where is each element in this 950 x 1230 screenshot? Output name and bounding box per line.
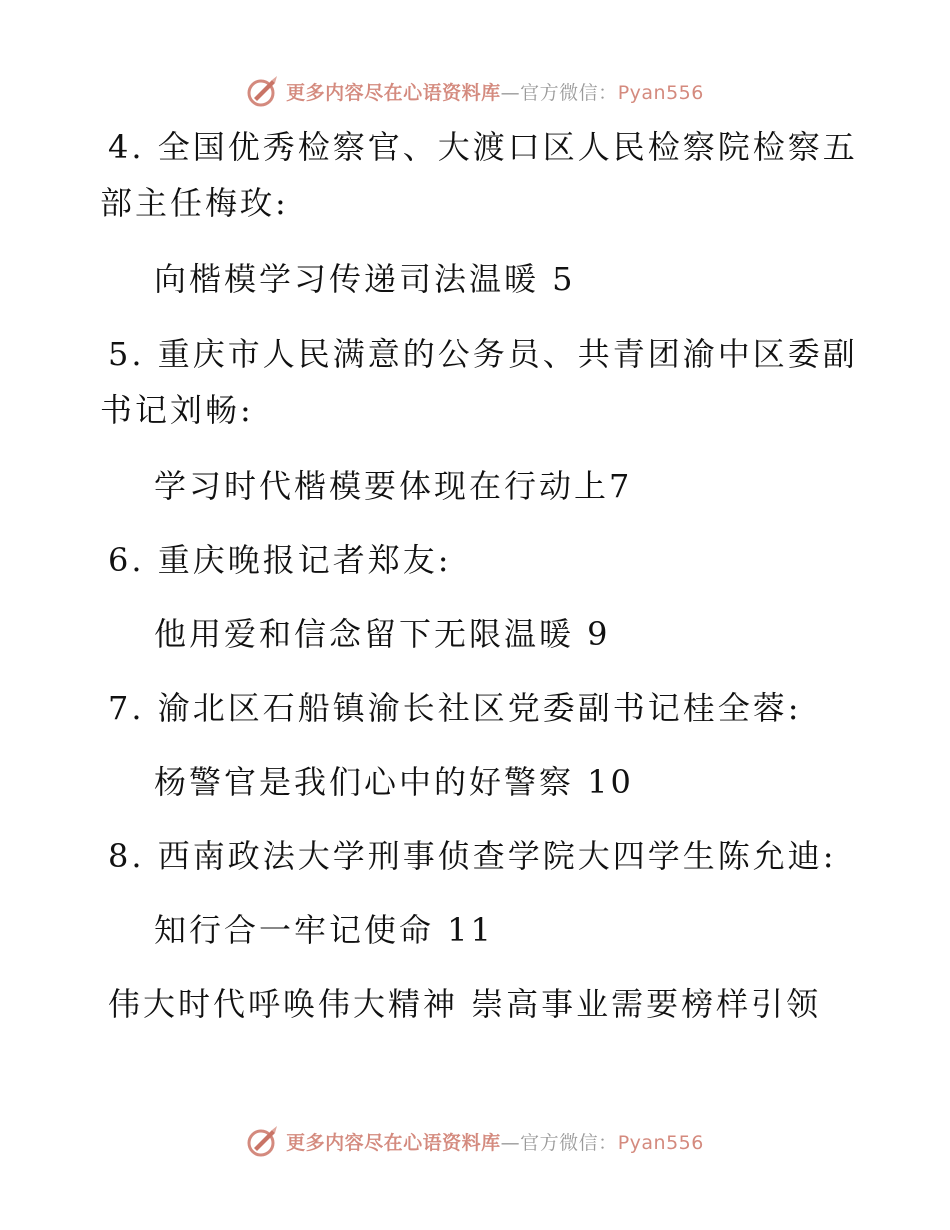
header-watermark xyxy=(0,74,950,108)
watermark-title: 更多内容尽在心语资料库 xyxy=(286,81,501,104)
toc-entry-8-article: 知行合一牢记使命 11 xyxy=(154,911,494,949)
toc-entry-4-title-cont: 部主任梅玫: xyxy=(100,184,289,222)
watermark-title: 更多内容尽在心语资料库 xyxy=(286,1131,501,1154)
toc-entry-6-article: 他用爱和信念留下无限温暖 9 xyxy=(154,615,611,653)
footer-watermark xyxy=(0,1124,950,1158)
toc-entry-6-title: 6. 重庆晚报记者郑友: xyxy=(108,541,452,579)
watermark-label: —官方微信： xyxy=(500,81,618,104)
section-heading: 伟大时代呼唤伟大精神 崇高事业需要榜样引领 xyxy=(108,985,822,1023)
toc-entry-7-title: 7. 渝北区石船镇渝长社区党委副书记桂全蓉: xyxy=(108,689,802,727)
toc-entry-5-title: 5. 重庆市人民满意的公务员、共青团渝中区委副 xyxy=(108,335,858,373)
toc-entry-4-title: 4. 全国优秀检察官、大渡口区人民检察院检察五 xyxy=(108,128,858,166)
quill-logo-icon xyxy=(246,1124,280,1158)
watermark-id: Pyan556 xyxy=(617,81,704,104)
toc-entry-7-article: 杨警官是我们心中的好警察 10 xyxy=(154,763,634,801)
watermark-label: —官方微信： xyxy=(500,1131,618,1154)
toc-entry-4-article: 向楷模学习传递司法温暖 5 xyxy=(154,260,576,298)
watermark-id: Pyan556 xyxy=(617,1131,704,1154)
toc-entry-5-title-cont: 书记刘畅: xyxy=(100,391,254,429)
toc-entry-8-title: 8. 西南政法大学刑事侦查学院大四学生陈允迪: xyxy=(108,837,837,875)
toc-entry-5-article: 学习时代楷模要体现在行动上7 xyxy=(154,467,633,505)
quill-logo-icon xyxy=(246,74,280,108)
